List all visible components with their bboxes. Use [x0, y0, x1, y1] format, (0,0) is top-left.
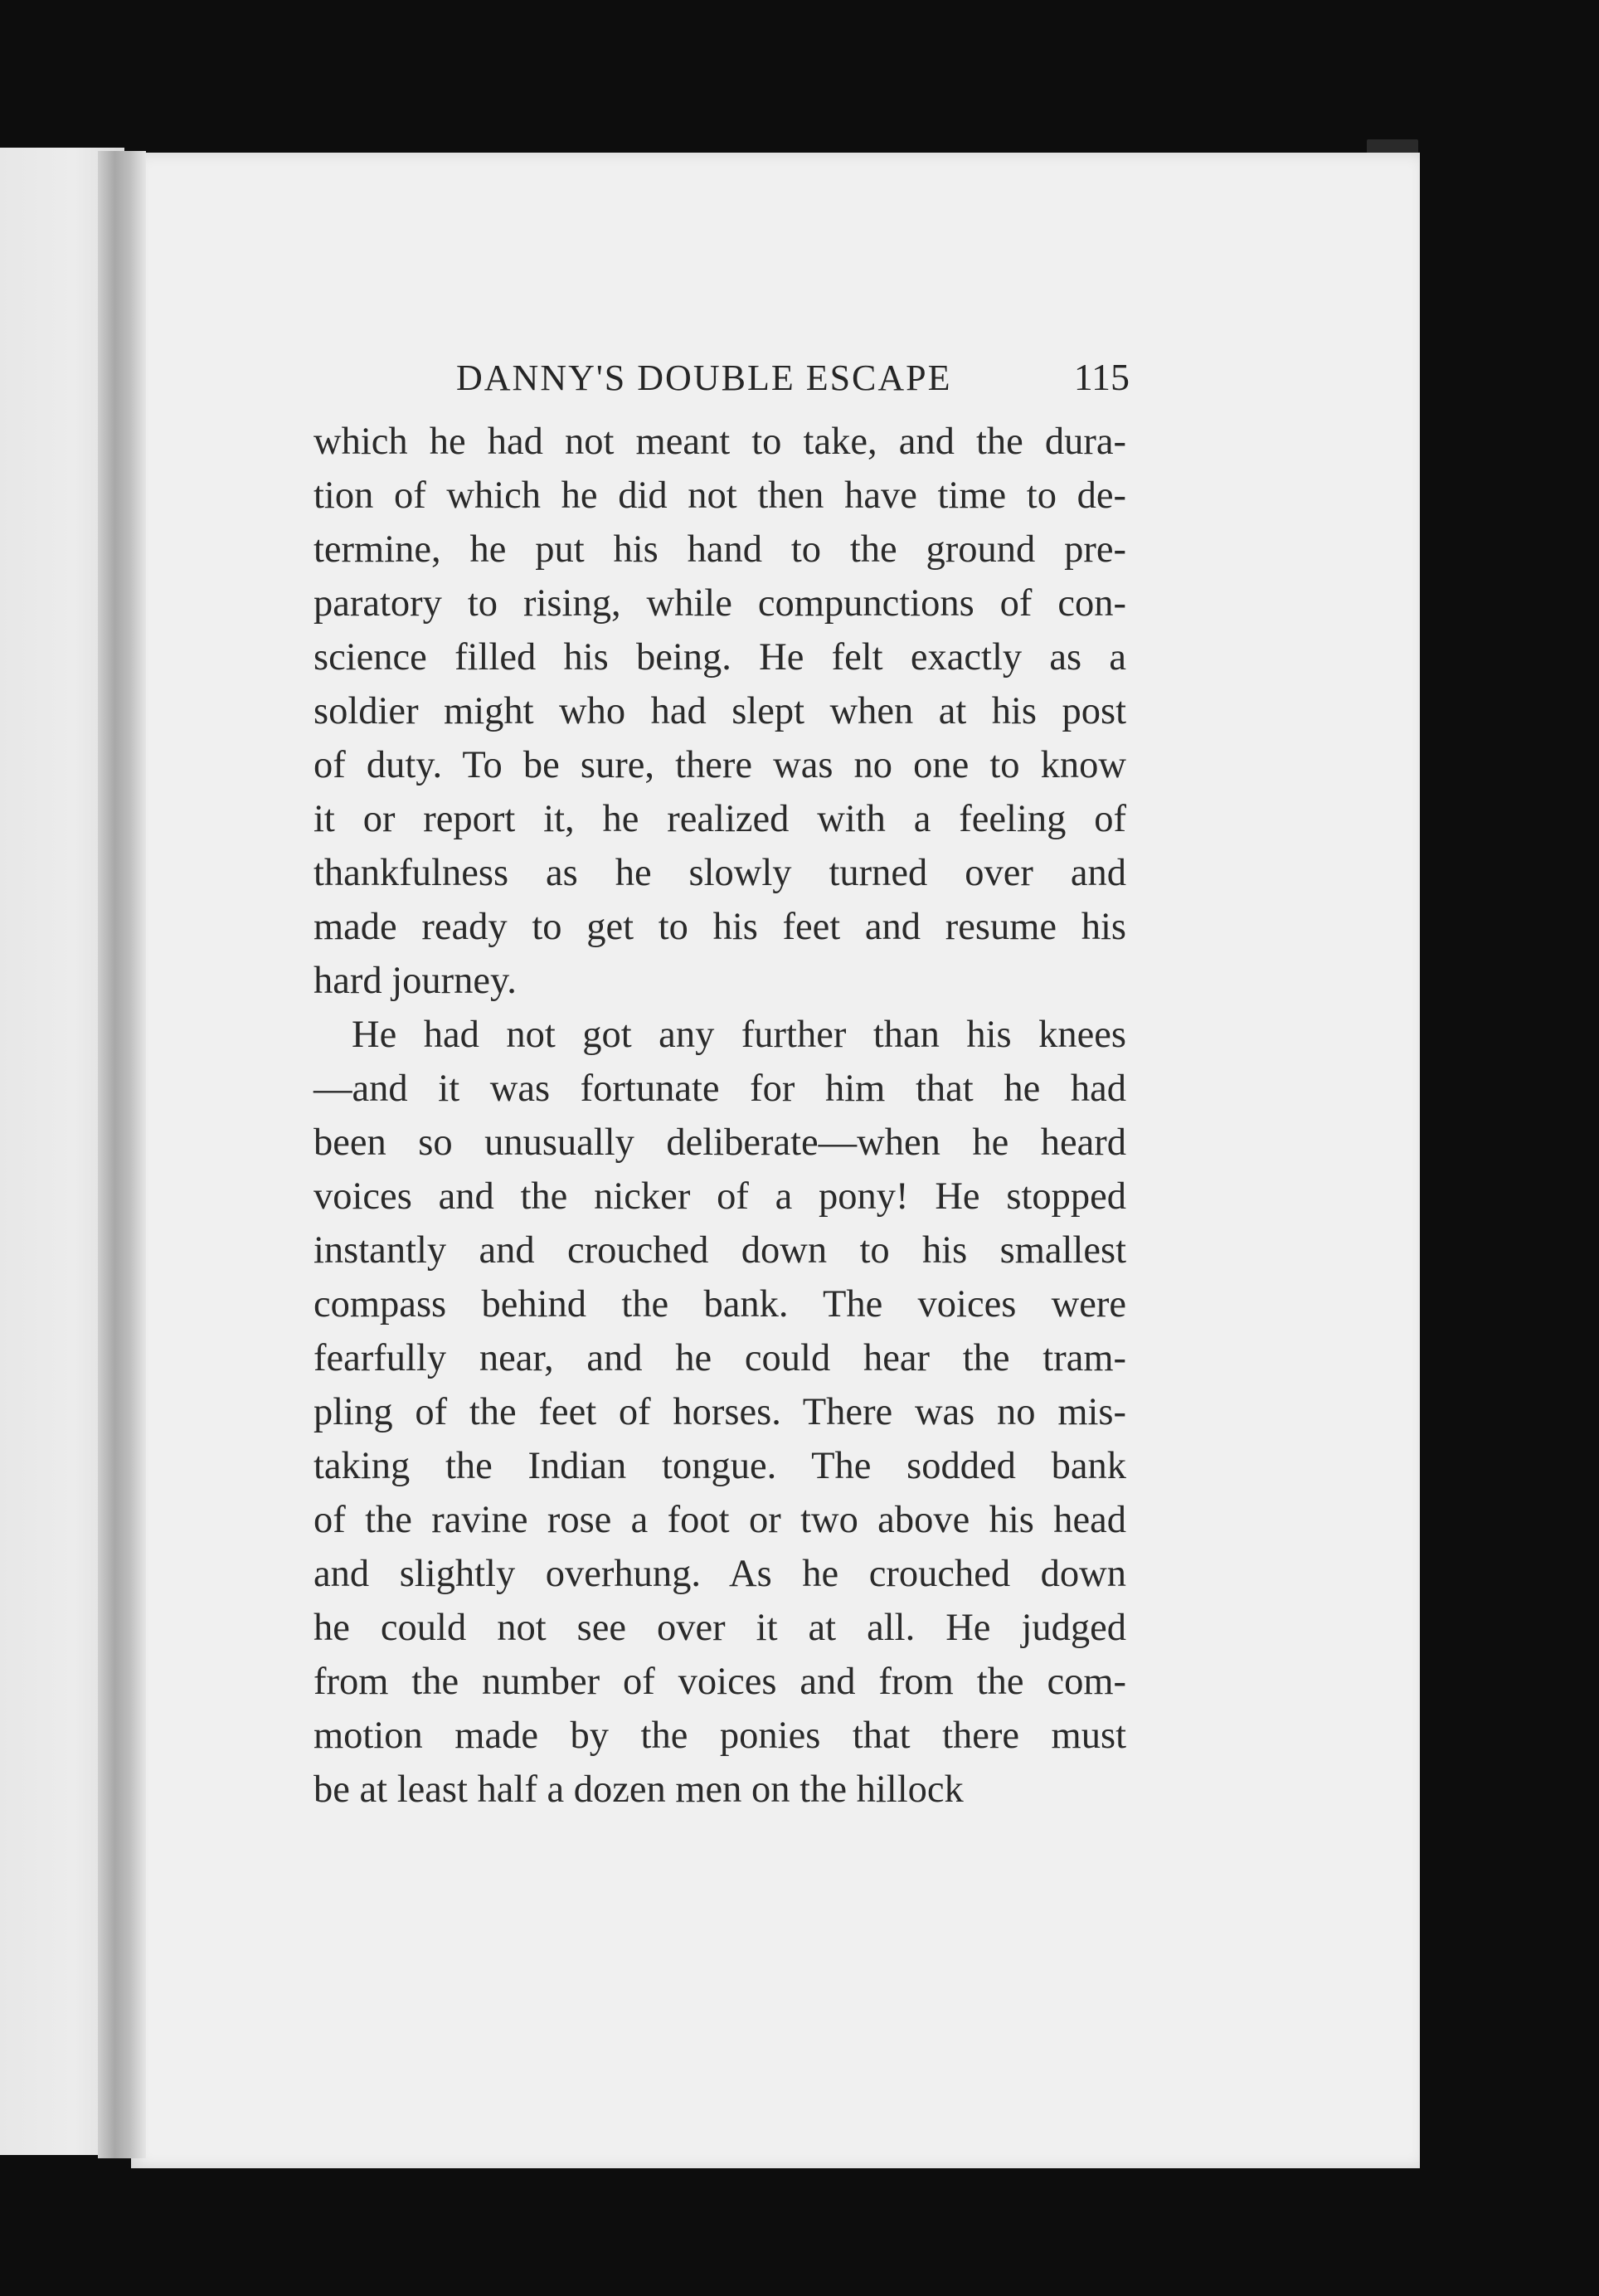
text-line: science filled his being. He felt exactly as a: [313, 636, 1126, 679]
text-line: be at least half a dozen men on the hillock: [313, 1768, 964, 1811]
text-line: it or report it, he realized with a feeling of: [313, 798, 1126, 840]
text-line: thankfulness as he slowly turned over and: [313, 852, 1126, 894]
text-line: termine, he put his hand to the ground pre-: [313, 528, 1126, 571]
text-line: instantly and crouched down to his smallest: [313, 1229, 1126, 1272]
text-line: and slightly overhung. As he crouched down: [313, 1553, 1126, 1595]
text-line: compass behind the bank. The voices were: [313, 1283, 1126, 1326]
text-line: pling of the feet of horses. There was no mis-: [313, 1391, 1126, 1433]
running-head: [456, 355, 1130, 413]
text-line: tion of which he did not then have time to de-: [313, 474, 1126, 517]
paragraph: [313, 415, 1126, 1008]
text-line: voices and the nicker of a pony! He stopped: [313, 1175, 1126, 1218]
text-line: fearfully near, and he could hear the tram-: [313, 1337, 1126, 1379]
book-gutter: [98, 151, 146, 2158]
text-line: of the ravine rose a foot or two above his head: [313, 1499, 1126, 1541]
running-head-title: DANNY'S DOUBLE ESCAPE: [456, 358, 952, 398]
text-line: from the number of voices and from the com-: [313, 1661, 1126, 1703]
text-line: which he had not meant to take, and the dura-: [313, 421, 1126, 463]
page-number: 115: [1073, 356, 1130, 398]
text-line: taking the Indian tongue. The sodded bank: [313, 1445, 1126, 1487]
text-line: of duty. To be sure, there was no one to know: [313, 744, 1126, 786]
text-line: paratory to rising, while compunctions of con-: [313, 582, 1126, 625]
text-line: made ready to get to his feet and resume his: [313, 906, 1126, 948]
text-line: —and it was fortunate for him that he had: [313, 1068, 1126, 1110]
text-line: soldier might who had slept when at his post: [313, 690, 1126, 732]
paragraph: [313, 1008, 1126, 1817]
text-line: been so unusually deliberate—when he heard: [313, 1121, 1126, 1164]
body-text: [313, 415, 1126, 1817]
text-line: he could not see over it at all. He judged: [313, 1607, 1126, 1649]
text-line: hard journey.: [313, 960, 517, 1002]
text-line: motion made by the ponies that there must: [313, 1715, 1126, 1757]
text-line: He had not got any further than his knees: [352, 1014, 1126, 1056]
